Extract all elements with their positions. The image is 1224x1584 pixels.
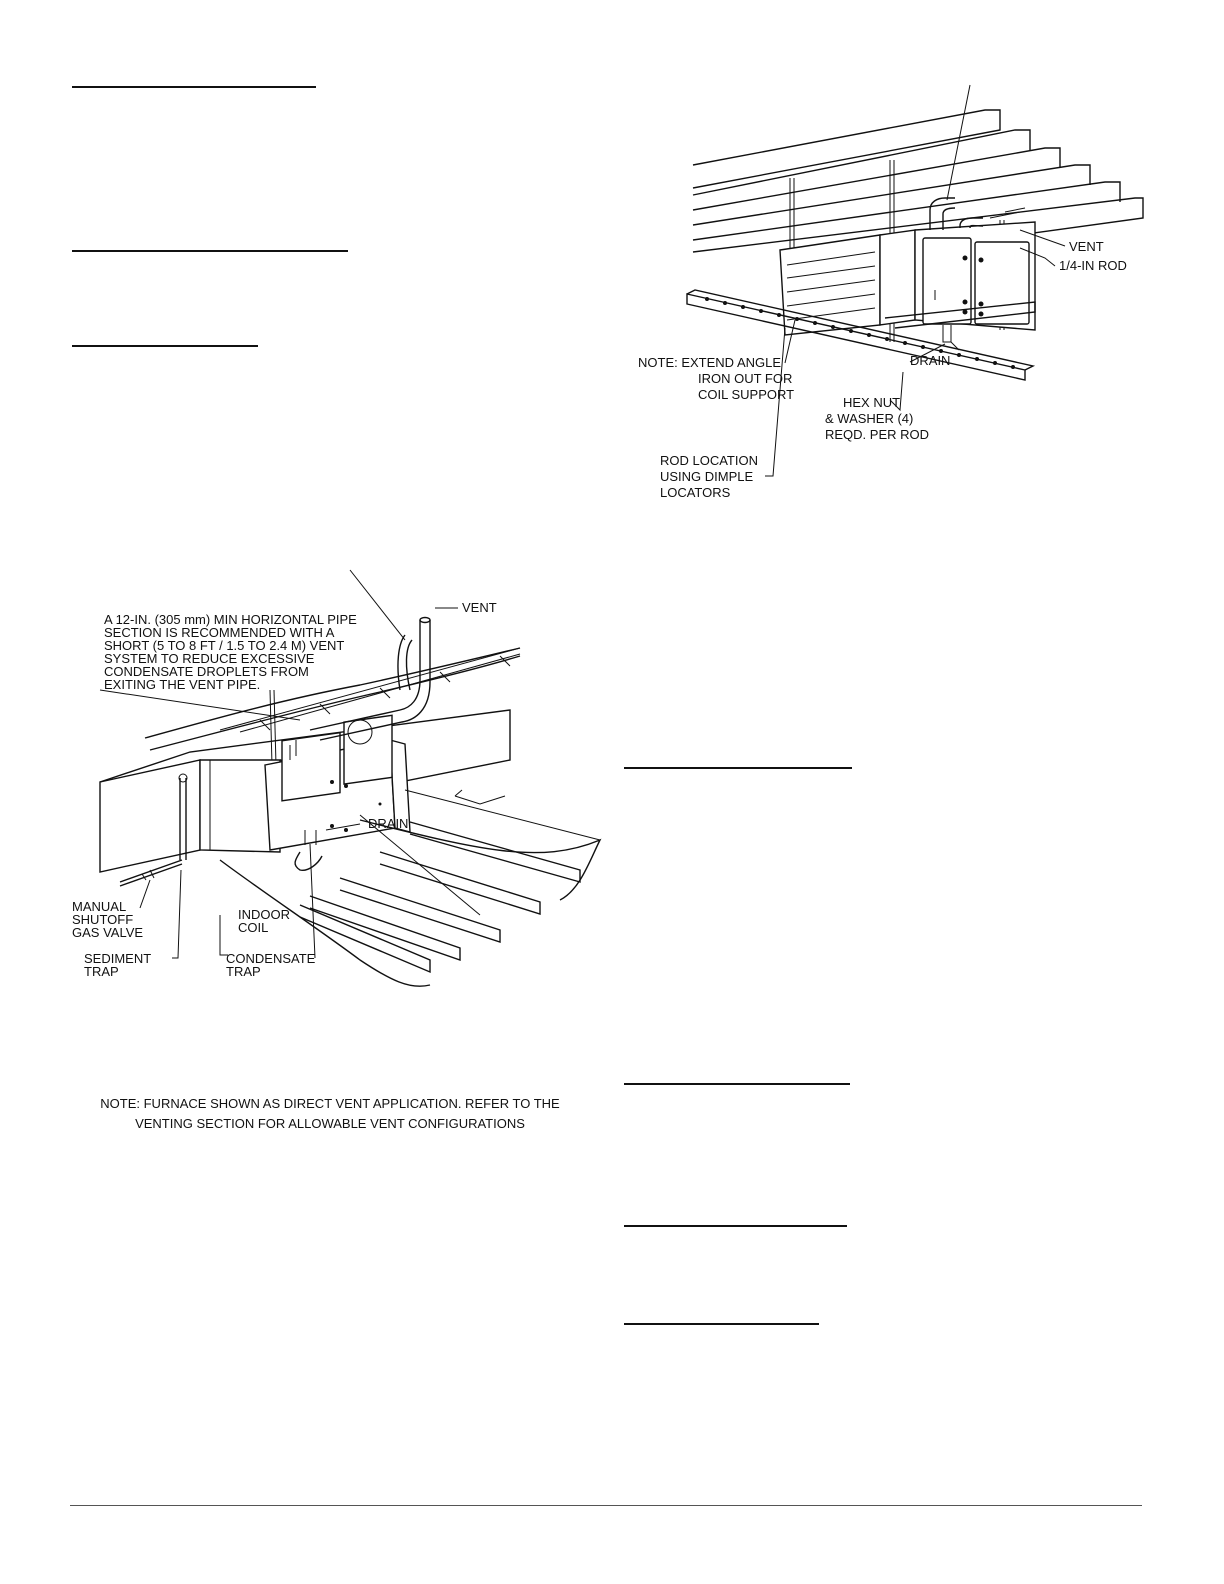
drain-label: DRAIN: [368, 816, 409, 831]
section-rule-1: [72, 86, 316, 88]
svg-text:SHUTOFF: SHUTOFF: [72, 912, 134, 927]
svg-text:USING DIMPLE: USING DIMPLE: [660, 469, 754, 484]
section-rule-7: [624, 1323, 819, 1325]
svg-text:GAS VALVE: GAS VALVE: [72, 925, 144, 940]
svg-text:EXITING THE VENT PIPE.: EXITING THE VENT PIPE.: [104, 677, 261, 692]
section-rule-2: [72, 250, 348, 252]
section-rule-5: [624, 1083, 850, 1085]
svg-text:COIL SUPPORT: COIL SUPPORT: [698, 387, 795, 402]
svg-text:MANUAL: MANUAL: [72, 899, 127, 914]
svg-text:SHORT (5 TO 8 FT / 1.5 TO 2.4: SHORT (5 TO 8 FT / 1.5 TO 2.4 M) VENT: [104, 638, 345, 653]
callout-note-vent-pipe: [104, 612, 357, 692]
svg-text:LOCATORS: LOCATORS: [660, 485, 731, 500]
svg-text:INDOOR: INDOOR: [238, 907, 290, 922]
indoor-coil-label: [238, 907, 290, 935]
rod-location-label: [660, 453, 758, 500]
svg-text:SECTION IS RECOMMENDED WITH A: SECTION IS RECOMMENDED WITH A: [104, 625, 335, 640]
svg-text:IRON OUT FOR: IRON OUT FOR: [698, 371, 793, 386]
svg-text:TRAP: TRAP: [84, 964, 119, 979]
svg-text:CONDENSATE: CONDENSATE: [226, 951, 316, 966]
hex-nut-label: [825, 395, 929, 442]
suspended-installation-figure: [625, 80, 1150, 510]
vent-label: VENT: [462, 600, 497, 615]
section-rule-4: [624, 767, 852, 769]
svg-text:NOTE: EXTEND ANGLE: NOTE: EXTEND ANGLE: [638, 355, 782, 370]
svg-text:A 12-IN. (305 mm) MIN HORIZONT: A 12-IN. (305 mm) MIN HORIZONTAL PIPE: [104, 612, 357, 627]
svg-text:SEDIMENT: SEDIMENT: [84, 951, 152, 966]
extend-angle-iron-note: [638, 355, 794, 402]
svg-text:TRAP: TRAP: [226, 964, 261, 979]
svg-text:SYSTEM TO REDUCE EXCESSIVE: SYSTEM TO REDUCE EXCESSIVE: [104, 651, 315, 666]
rod-label: 1/4-IN ROD: [1059, 258, 1127, 273]
svg-text:REQD. PER ROD: REQD. PER ROD: [825, 427, 930, 442]
section-rule-6: [624, 1225, 847, 1227]
section-rule-3: [72, 345, 258, 347]
svg-text:HEX NUT: HEX NUT: [843, 395, 901, 410]
svg-text:COIL: COIL: [238, 920, 269, 935]
svg-text:CONDENSATE DROPLETS FROM: CONDENSATE DROPLETS FROM: [104, 664, 309, 679]
svg-text:& WASHER (4): & WASHER (4): [825, 411, 914, 426]
footer-rule: [70, 1505, 1142, 1506]
manual-shutoff-label: [72, 899, 143, 940]
drain-label-right: DRAIN: [910, 353, 951, 368]
condensate-trap-label: [226, 951, 316, 979]
sediment-trap-label: [84, 951, 151, 979]
figure-left-footnote: NOTE: FURNACE SHOWN AS DIRECT VENT APPLICATION. REFER TO THE VENTING SECTION FOR ALLOWABLE VENT CONFIGURATIONS: [100, 1096, 560, 1131]
svg-text:ROD LOCATION: ROD LOCATION: [660, 453, 758, 468]
attic-installation-figure: [60, 560, 600, 1000]
vent-label-right: VENT: [1069, 239, 1104, 254]
